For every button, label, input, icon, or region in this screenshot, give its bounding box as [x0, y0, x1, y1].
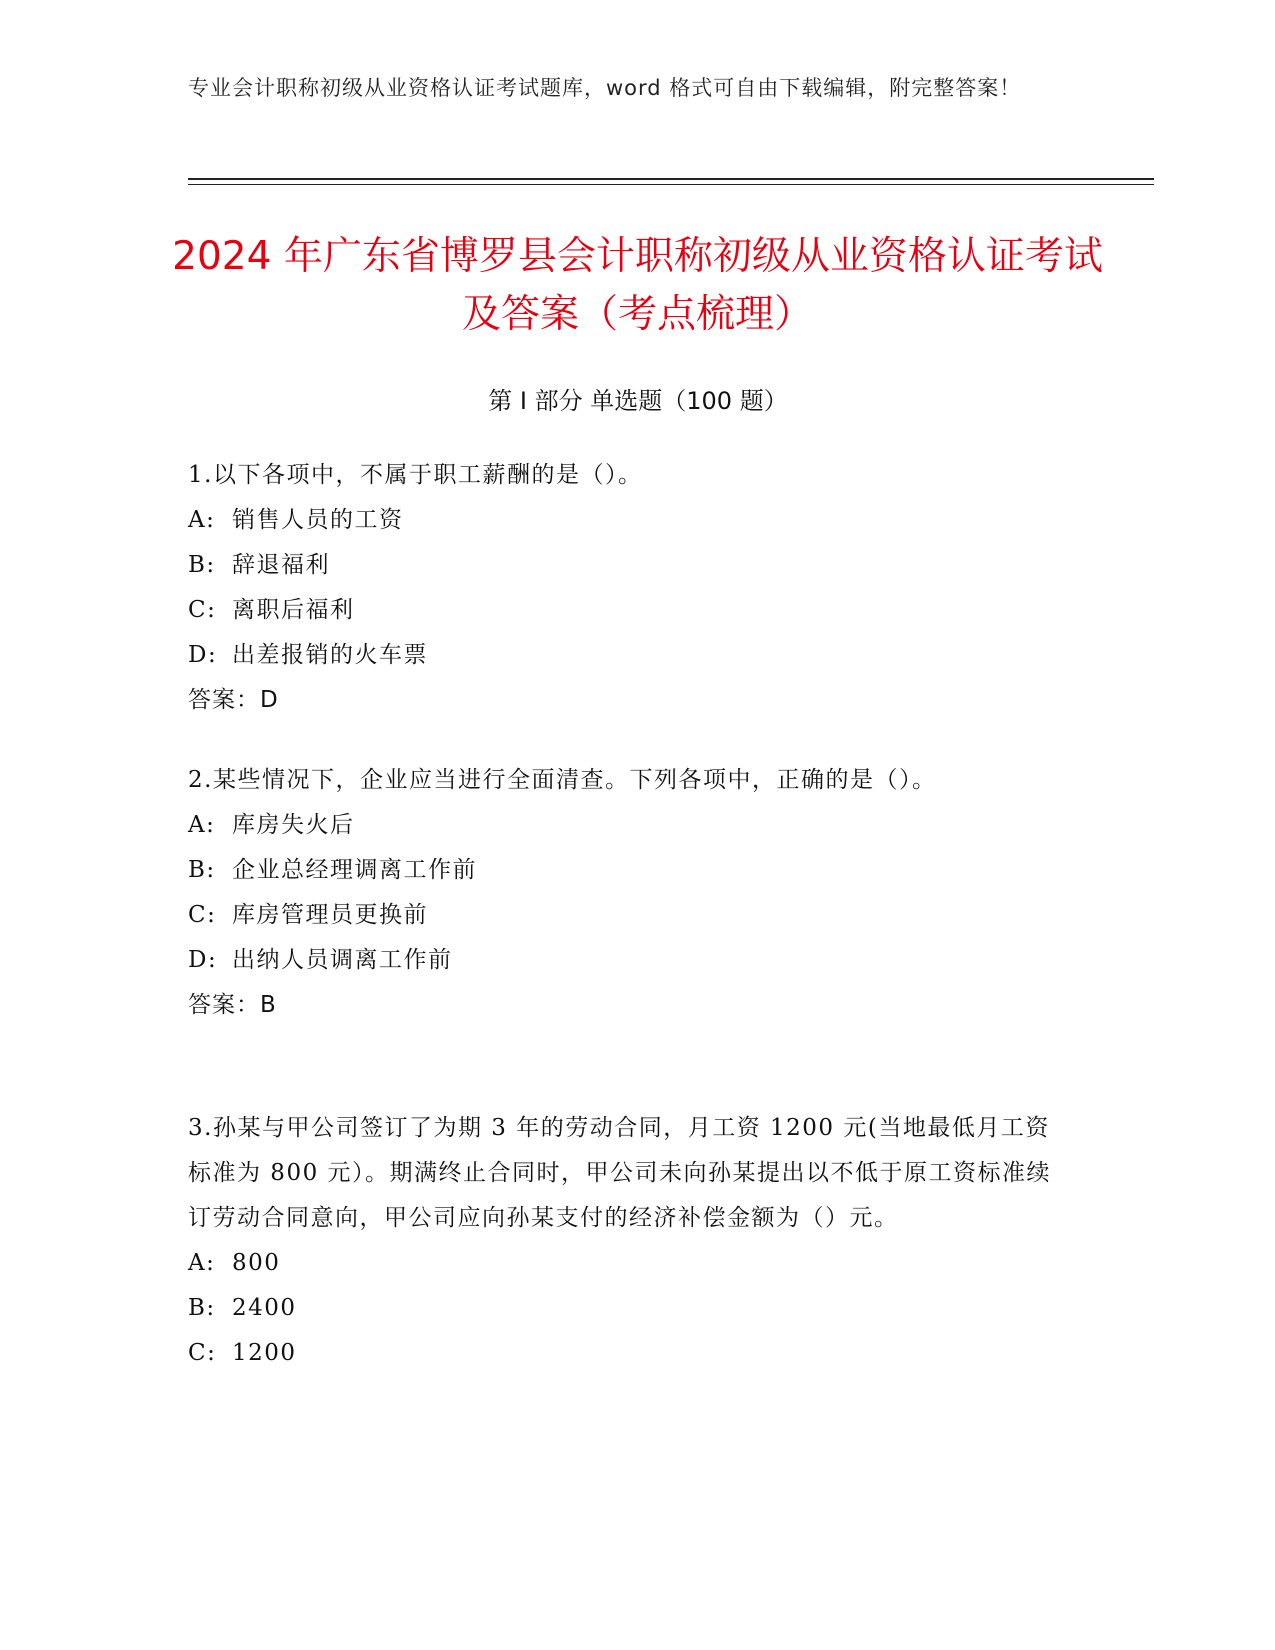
- answer-line: 答案：B: [188, 992, 277, 1018]
- option-key: C:: [188, 1340, 217, 1366]
- option-text: 800: [232, 1250, 281, 1276]
- option-d: [188, 938, 1068, 983]
- option-text: 离职后福利: [232, 597, 355, 623]
- option-key: D:: [188, 642, 218, 668]
- option-text: 辞退福利: [232, 552, 330, 578]
- option-text: 出差报销的火车票: [232, 642, 428, 668]
- document-title: 2024 年广东省博罗县会计职称初级从业资格认证考试及答案（考点梳理）: [172, 234, 1103, 337]
- option-text: 销售人员的工资: [232, 507, 404, 533]
- option-b: [188, 1286, 1068, 1331]
- option-key: C:: [188, 597, 217, 623]
- option-c: [188, 588, 1068, 633]
- option-a: [188, 498, 1068, 543]
- question-1: [188, 453, 1068, 723]
- option-c: [188, 893, 1068, 938]
- option-text: 企业总经理调离工作前: [232, 857, 477, 883]
- option-text: 库房失火后: [232, 812, 355, 838]
- option-key: D:: [188, 947, 218, 973]
- option-key: B:: [188, 857, 216, 883]
- option-d: [188, 633, 1068, 678]
- option-text: 库房管理员更换前: [232, 902, 428, 928]
- question-3: [188, 1106, 1068, 1376]
- option-a: [188, 803, 1068, 848]
- option-text: 1200: [232, 1340, 297, 1366]
- answer-line: 答案：D: [188, 687, 279, 713]
- question-stem: 3.孙某与甲公司签订了为期 3 年的劳动合同，月工资 1200 元(当地最低月工资标准为 800 元）。期满终止合同时，甲公司未向孙某提出以不低于原工资标准续订劳动合同意向，甲公司应向孙某支付的经济补偿金额为（）元。: [188, 1115, 1052, 1231]
- option-a: [188, 1241, 1068, 1286]
- option-key: B:: [188, 1295, 216, 1321]
- question-stem: 2.某些情况下，企业应当进行全面清查。下列各项中，正确的是（）。: [188, 767, 937, 793]
- option-key: A:: [188, 1250, 216, 1276]
- header-divider-thick: [188, 178, 1154, 180]
- section-heading: 第 I 部分 单选题（100 题）: [488, 387, 788, 415]
- header-note: 专业会计职称初级从业资格认证考试题库，word 格式可自由下载编辑，附完整答案！: [188, 76, 1022, 100]
- option-key: B:: [188, 552, 216, 578]
- option-c: [188, 1331, 1068, 1376]
- option-b: [188, 848, 1068, 893]
- option-text: 出纳人员调离工作前: [232, 947, 453, 973]
- option-key: A:: [188, 812, 216, 838]
- header-divider-thin: [188, 184, 1154, 185]
- question-2: [188, 758, 1068, 1028]
- option-key: A:: [188, 507, 216, 533]
- option-b: [188, 543, 1068, 588]
- question-stem: 1.以下各项中，不属于职工薪酬的是（）。: [188, 462, 643, 488]
- option-key: C:: [188, 902, 217, 928]
- option-text: 2400: [232, 1295, 297, 1321]
